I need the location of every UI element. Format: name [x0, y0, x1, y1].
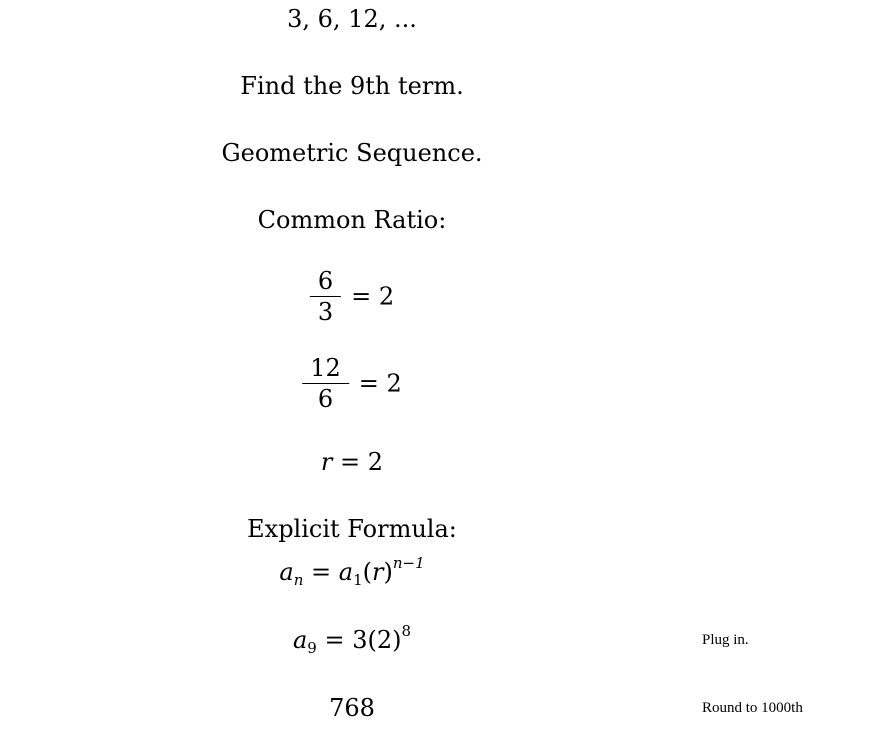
explicit-formula: [279, 554, 425, 589]
plug-rest: = 3(2): [324, 626, 402, 654]
ratio-value-equation: [321, 450, 383, 474]
ratio-numerator-2: 12: [302, 353, 349, 384]
formula-a1: a: [338, 558, 354, 586]
formula-a: a: [279, 558, 294, 586]
formula-exponent: n−1: [392, 554, 425, 572]
common-ratio-heading: Common Ratio:: [257, 206, 447, 234]
formula-open-paren: (: [362, 558, 372, 586]
ratio-denominator-2: 6: [317, 385, 334, 413]
ratio-variable: r: [320, 448, 333, 476]
plug-in-note: Plug in.: [702, 632, 749, 648]
problem-prompt: Find the 9th term.: [240, 72, 464, 100]
plug-in-equation: [292, 622, 412, 657]
ratio-result-2: = 2: [358, 369, 402, 398]
final-answer: 768: [329, 694, 375, 722]
formula-sub-1: 1: [353, 571, 363, 589]
explicit-formula-heading: Explicit Formula:: [247, 515, 457, 543]
formula-close-paren: ): [383, 558, 393, 586]
ratio-equation-2: [302, 353, 402, 414]
formula-equals: =: [311, 558, 332, 586]
formula-sub-n: n: [293, 571, 304, 589]
plug-a: a: [292, 626, 308, 654]
round-note: Round to 1000th: [702, 700, 803, 716]
ratio-fraction-1: [310, 266, 341, 327]
ratio-denominator-1: 3: [317, 298, 334, 326]
sequence-type-label: Geometric Sequence.: [221, 139, 483, 167]
plug-sub-9: 9: [307, 639, 317, 657]
ratio-numerator-1: 6: [310, 266, 341, 297]
formula-r: r: [371, 558, 384, 586]
sequence-terms: 3, 6, 12, ...: [287, 5, 417, 33]
ratio-value: = 2: [340, 448, 384, 476]
ratio-fraction-2: [302, 353, 349, 414]
plug-exponent: 8: [401, 622, 412, 640]
ratio-equation-1: [310, 266, 394, 327]
ratio-result-1: = 2: [351, 282, 395, 311]
